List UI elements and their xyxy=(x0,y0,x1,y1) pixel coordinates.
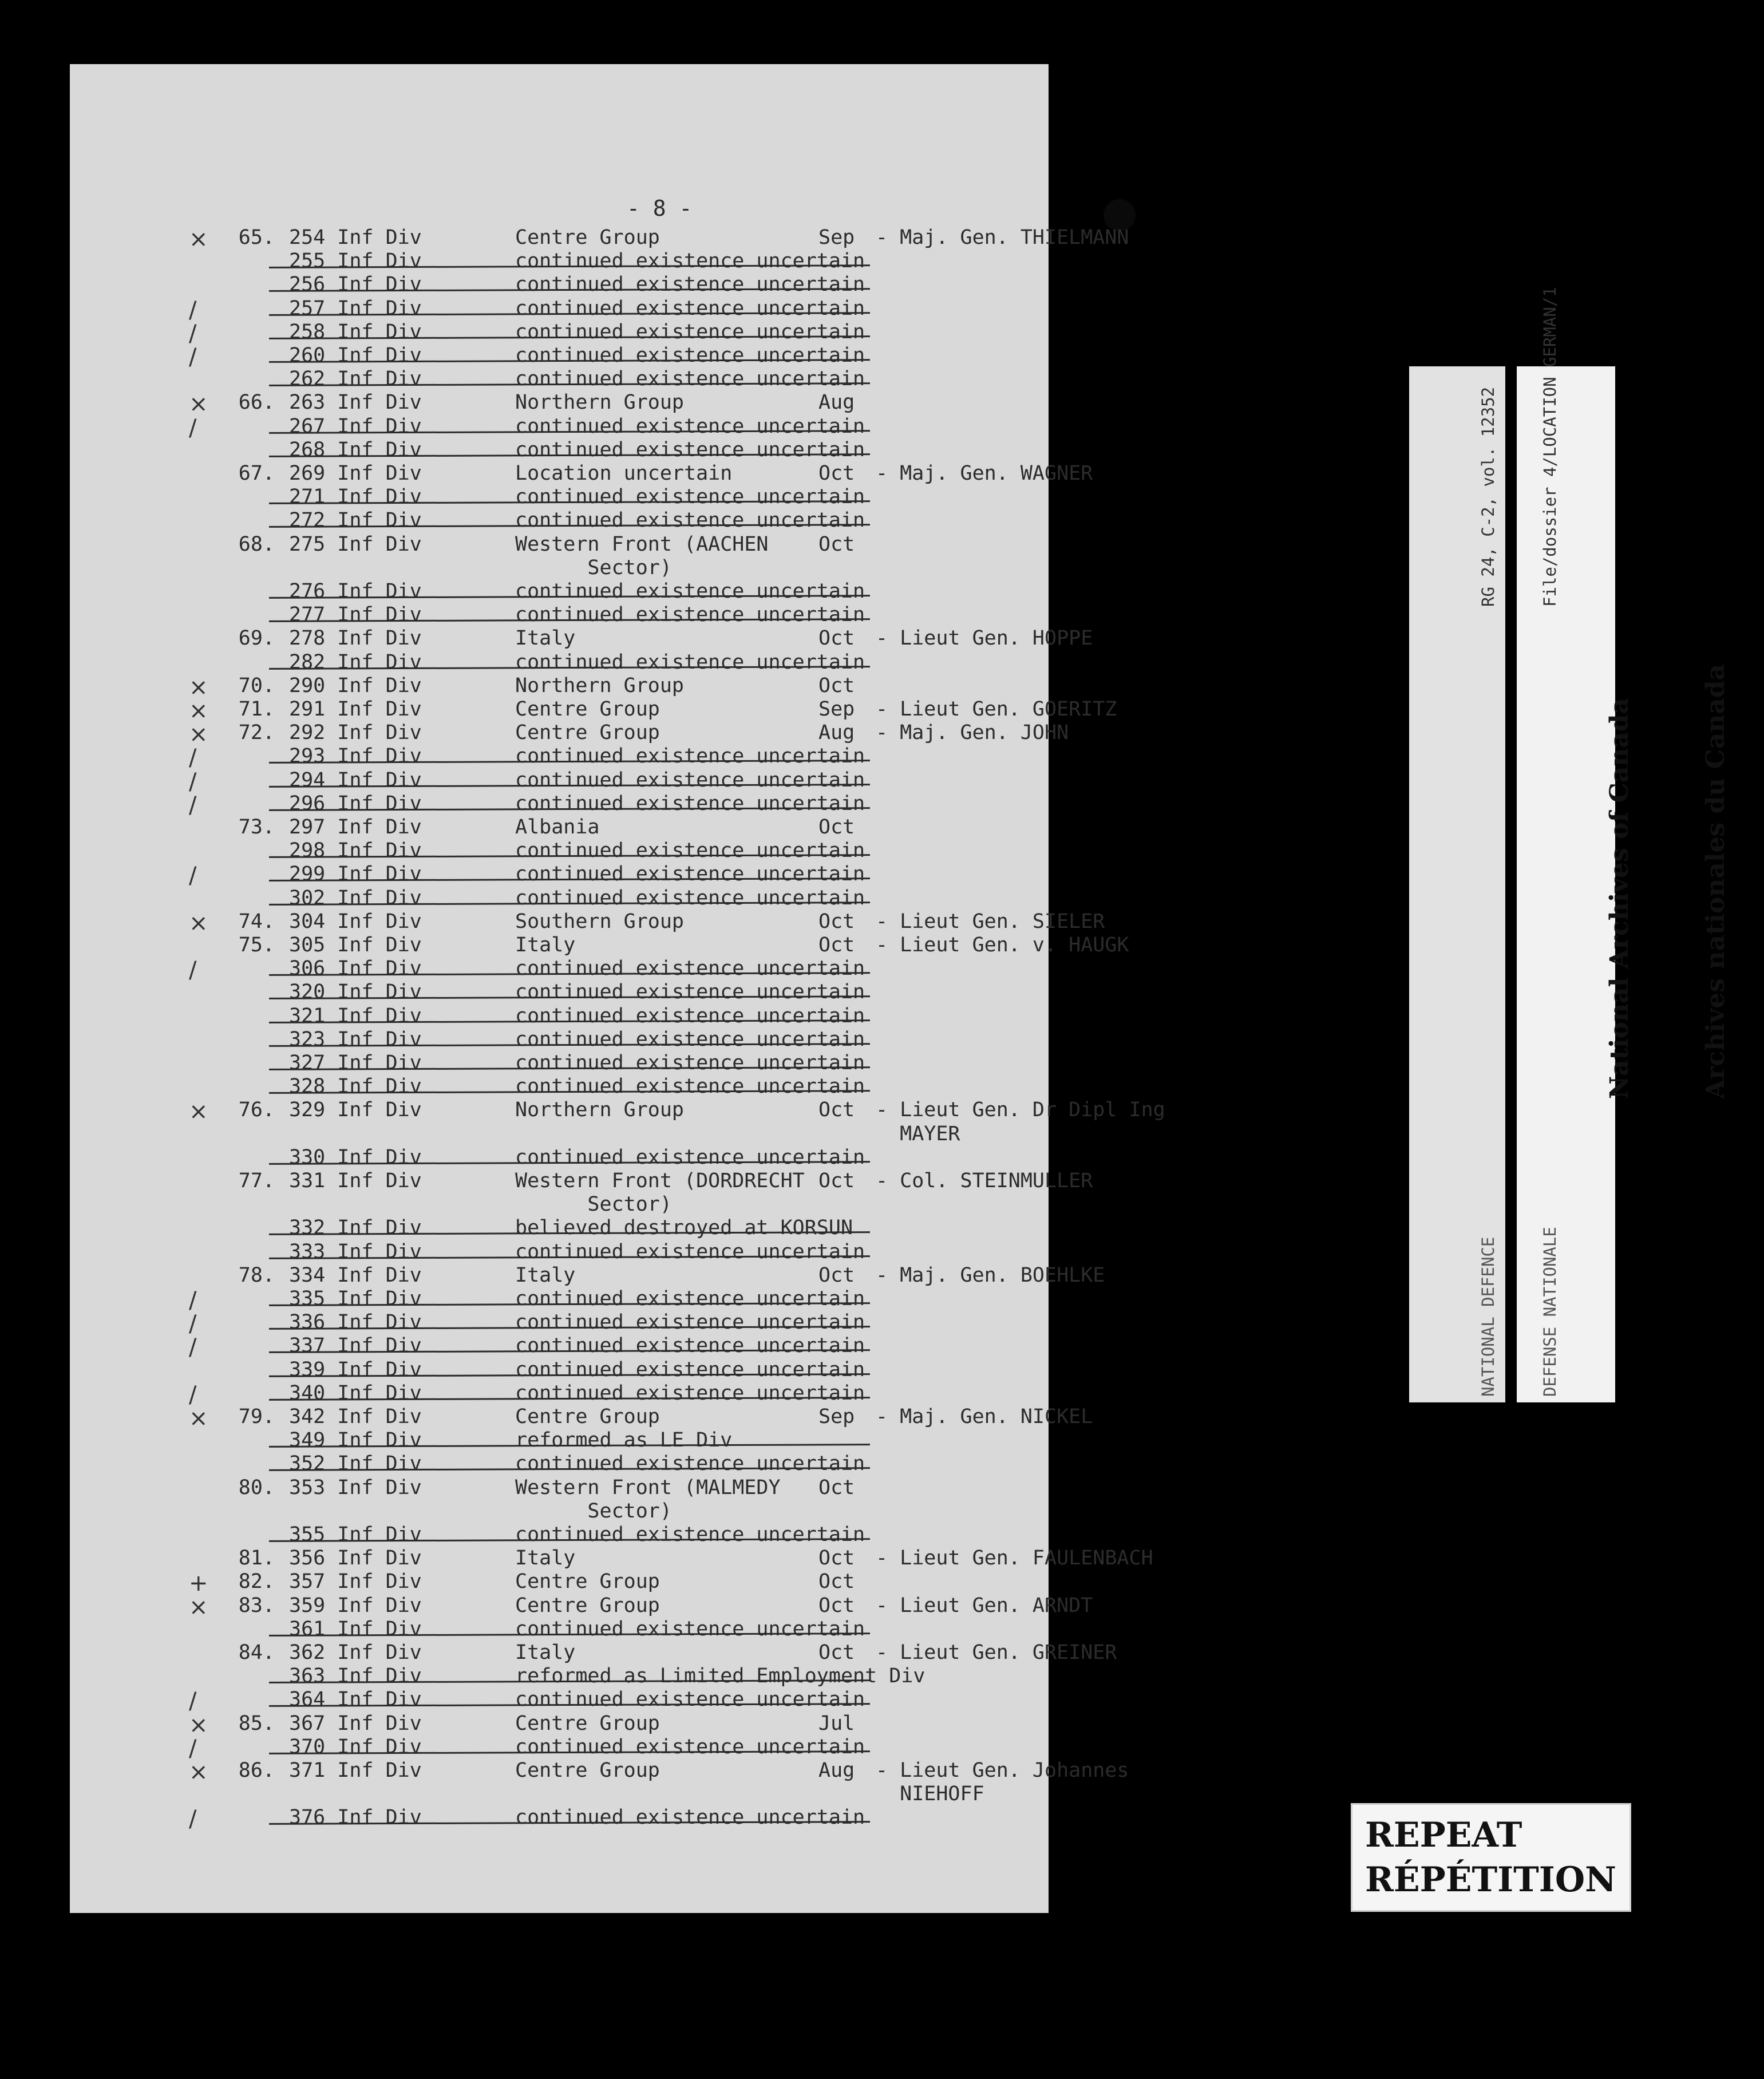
division-name: 306 Inf Div xyxy=(289,957,422,981)
entry-number: 68. xyxy=(238,532,275,556)
row-mark: / xyxy=(189,414,197,441)
reference-line-2: File/dossier 4/LOCATION GERMAN/1 xyxy=(1540,287,1560,607)
table-row xyxy=(0,1523,1726,1546)
location: continued existence uncertain xyxy=(515,768,865,792)
entry-number: 73. xyxy=(238,816,275,839)
repeat-line-2: RÉPÉTITION xyxy=(1365,1860,1616,1900)
location: Centre Group xyxy=(515,1759,660,1782)
table-row xyxy=(0,226,1726,252)
month: Oct xyxy=(818,674,855,697)
commander: - Lieut Gen. v. HAUGK xyxy=(876,934,1129,957)
commander: - Lieut Gen. GOERITZ xyxy=(876,698,1117,721)
commander: - Col. STEINMULLER xyxy=(876,1169,1093,1192)
location: continued existence uncertain xyxy=(515,1287,865,1310)
division-name: 268 Inf Div xyxy=(289,438,422,461)
location: Western Front (MALMEDY xyxy=(515,1476,781,1499)
location: Centre Group xyxy=(515,1405,660,1428)
month: Aug xyxy=(818,1759,855,1782)
entry-number: 66. xyxy=(238,391,275,414)
row-mark: × xyxy=(189,674,208,701)
division-name: 263 Inf Div xyxy=(289,391,422,414)
location: Italy xyxy=(515,1641,576,1664)
location: continued existence uncertain xyxy=(515,509,865,532)
division-name: 267 Inf Div xyxy=(289,414,422,438)
table-row xyxy=(0,250,1726,272)
location: continued existence uncertain xyxy=(515,344,865,367)
location: continued existence uncertain xyxy=(515,367,865,391)
location: continued existence uncertain xyxy=(515,1027,865,1051)
location: continued existence uncertain xyxy=(515,1358,865,1381)
division-name: 276 Inf Div xyxy=(289,580,422,603)
location: Centre Group xyxy=(515,1594,660,1617)
commander: - Lieut Gen. HOPPE xyxy=(876,627,1093,650)
division-name: 277 Inf Div xyxy=(289,603,422,627)
table-row xyxy=(0,1712,1726,1738)
division-name: 355 Inf Div xyxy=(289,1523,422,1546)
repeat-stamp xyxy=(1351,1803,1631,1912)
month: Aug xyxy=(818,391,855,414)
commander: MAYER xyxy=(876,1122,960,1145)
entry-number: 86. xyxy=(238,1759,275,1782)
location: continued existence uncertain xyxy=(515,1452,865,1476)
location: continued existence uncertain xyxy=(515,1311,865,1334)
commander: - Maj. Gen. WAGNER xyxy=(876,462,1093,485)
commander: - Lieut Gen. SIELER xyxy=(876,910,1105,933)
commander: NIEHOFF xyxy=(876,1782,984,1806)
location: continued existence uncertain xyxy=(515,1004,865,1027)
archives-line-2: Archives nationales du Canada xyxy=(1701,663,1730,1099)
entry-number: 72. xyxy=(238,721,275,745)
month: Oct xyxy=(818,1098,855,1122)
location: Northern Group xyxy=(515,391,685,414)
table-row xyxy=(0,1618,1726,1641)
location: Centre Group xyxy=(515,721,660,745)
commander: - Maj. Gen. JOHN xyxy=(876,721,1069,745)
division-name: 335 Inf Div xyxy=(289,1287,422,1310)
location: Centre Group xyxy=(515,226,660,249)
location: Western Front (DORDRECHT xyxy=(515,1169,805,1192)
row-mark: / xyxy=(189,1688,197,1715)
entry-number: 85. xyxy=(238,1712,275,1735)
division-name: 328 Inf Div xyxy=(289,1075,422,1098)
location: Sector) xyxy=(515,1193,672,1216)
row-mark: / xyxy=(189,1806,197,1833)
commander: - Lieut Gen. GREINER xyxy=(876,1641,1117,1664)
division-name: 255 Inf Div xyxy=(289,250,422,273)
row-mark: / xyxy=(189,792,197,819)
division-name: 362 Inf Div xyxy=(289,1641,422,1664)
entry-number: 70. xyxy=(238,674,275,697)
entry-number: 75. xyxy=(238,934,275,957)
entry-number: 79. xyxy=(238,1405,275,1428)
entry-number: 76. xyxy=(238,1098,275,1122)
month: Oct xyxy=(818,1263,855,1287)
location: continued existence uncertain xyxy=(515,320,865,343)
division-name: 256 Inf Div xyxy=(289,273,422,297)
division-name: 297 Inf Div xyxy=(289,816,422,839)
location: continued existence uncertain xyxy=(515,1806,865,1829)
division-name: 330 Inf Div xyxy=(289,1145,422,1169)
table-row xyxy=(0,1759,1726,1785)
row-mark: × xyxy=(189,1759,208,1785)
location: reformed as Limited Employment Div xyxy=(515,1665,925,1688)
entry-number: 65. xyxy=(238,226,275,249)
entry-number: 84. xyxy=(238,1641,275,1664)
month: Oct xyxy=(818,462,855,485)
row-mark: / xyxy=(189,1311,197,1338)
month: Sep xyxy=(818,226,855,249)
commander: - Lieut Gen. ARNDT xyxy=(876,1594,1093,1617)
row-mark: / xyxy=(189,1287,197,1314)
location: continued existence uncertain xyxy=(515,1735,865,1758)
table-row xyxy=(0,1782,1726,1805)
commander: - Lieut Gen. Johannes xyxy=(876,1759,1129,1782)
division-name: 298 Inf Div xyxy=(289,839,422,863)
division-name: 356 Inf Div xyxy=(289,1547,422,1570)
division-name: 262 Inf Div xyxy=(289,367,422,391)
table-row xyxy=(0,1429,1726,1452)
location: continued existence uncertain xyxy=(515,792,865,815)
division-name: 254 Inf Div xyxy=(289,226,422,249)
division-name: 260 Inf Div xyxy=(289,344,422,367)
row-mark: × xyxy=(189,226,208,252)
entry-number: 80. xyxy=(238,1476,275,1499)
division-name: 334 Inf Div xyxy=(289,1263,422,1287)
commander: - Maj. Gen. NICKEL xyxy=(876,1405,1093,1428)
location: continued existence uncertain xyxy=(515,1381,865,1405)
location: continued existence uncertain xyxy=(515,957,865,981)
division-name: 370 Inf Div xyxy=(289,1735,422,1758)
division-name: 331 Inf Div xyxy=(289,1169,422,1192)
division-name: 292 Inf Div xyxy=(289,721,422,745)
location: continued existence uncertain xyxy=(515,1075,865,1098)
entry-number: 83. xyxy=(238,1594,275,1617)
division-name: 359 Inf Div xyxy=(289,1594,422,1617)
location: Northern Group xyxy=(515,1098,685,1122)
location: Centre Group xyxy=(515,698,660,721)
location: reformed as LE Div xyxy=(515,1429,733,1452)
row-mark: / xyxy=(189,863,197,890)
row-mark: / xyxy=(189,344,197,370)
table-row xyxy=(0,1547,1726,1570)
location: believed destroyed at KORSUN xyxy=(515,1216,853,1240)
table-row xyxy=(0,1452,1726,1475)
division-name: 340 Inf Div xyxy=(289,1381,422,1405)
location: continued existence uncertain xyxy=(515,1052,865,1074)
location: Sector) xyxy=(515,1499,672,1523)
commander: - Lieut Gen. Dr Dipl Ing xyxy=(876,1098,1165,1122)
division-name: 376 Inf Div xyxy=(289,1806,422,1829)
division-name: 296 Inf Div xyxy=(289,792,422,815)
month: Oct xyxy=(818,627,855,650)
division-name: 361 Inf Div xyxy=(289,1617,422,1641)
table-row xyxy=(0,1476,1726,1499)
month: Oct xyxy=(818,934,855,957)
location: continued existence uncertain xyxy=(515,603,865,627)
entry-number: 78. xyxy=(238,1263,275,1287)
location: Location uncertain xyxy=(515,462,733,485)
division-name: 323 Inf Div xyxy=(289,1027,422,1051)
row-mark: / xyxy=(189,1334,197,1361)
division-name: 339 Inf Div xyxy=(289,1358,422,1381)
division-name: 294 Inf Div xyxy=(289,768,422,792)
location: continued existence uncertain xyxy=(515,414,865,438)
location: Albania xyxy=(515,816,600,839)
month: Sep xyxy=(818,1405,855,1428)
location: Italy xyxy=(515,1263,576,1287)
location: continued existence uncertain xyxy=(515,580,865,603)
location: continued existence uncertain xyxy=(515,650,865,674)
month: Oct xyxy=(818,816,855,839)
month: Aug xyxy=(818,721,855,745)
location: continued existence uncertain xyxy=(515,1145,865,1169)
division-name: 291 Inf Div xyxy=(289,698,422,721)
archives-name xyxy=(1540,664,1764,1099)
division-name: 327 Inf Div xyxy=(289,1052,422,1074)
location: continued existence uncertain xyxy=(515,438,865,461)
row-mark: × xyxy=(189,1712,208,1738)
location: Northern Group xyxy=(515,674,685,697)
row-mark: × xyxy=(189,910,208,936)
division-name: 336 Inf Div xyxy=(289,1311,422,1334)
row-mark: × xyxy=(189,1098,208,1125)
row-mark: × xyxy=(189,721,208,748)
location: Southern Group xyxy=(515,910,685,933)
table-row xyxy=(0,1594,1726,1620)
division-name: 364 Inf Div xyxy=(289,1688,422,1712)
entry-number: 74. xyxy=(238,910,275,933)
entry-number: 81. xyxy=(238,1547,275,1570)
location: continued existence uncertain xyxy=(515,273,865,297)
dept-line-1: NATIONAL DEFENCE xyxy=(1478,1236,1498,1397)
location: Italy xyxy=(515,627,576,650)
division-name: 269 Inf Div xyxy=(289,462,422,485)
row-mark: / xyxy=(189,745,197,772)
division-name: 304 Inf Div xyxy=(289,910,422,933)
division-name: 329 Inf Div xyxy=(289,1098,422,1122)
division-name: 363 Inf Div xyxy=(289,1665,422,1688)
month: Oct xyxy=(818,1594,855,1617)
location: Italy xyxy=(515,934,576,957)
division-name: 352 Inf Div xyxy=(289,1452,422,1476)
month: Oct xyxy=(818,1169,855,1192)
division-name: 305 Inf Div xyxy=(289,934,422,957)
row-mark: / xyxy=(189,297,197,323)
location: Centre Group xyxy=(515,1570,660,1594)
month: Oct xyxy=(818,1641,855,1664)
division-name: 321 Inf Div xyxy=(289,1004,422,1027)
table-row xyxy=(0,1500,1726,1523)
row-mark: / xyxy=(189,1381,197,1408)
division-name: 258 Inf Div xyxy=(289,320,422,343)
division-name: 302 Inf Div xyxy=(289,886,422,910)
location: continued existence uncertain xyxy=(515,863,865,886)
division-name: 320 Inf Div xyxy=(289,981,422,1004)
month: Oct xyxy=(818,1547,855,1570)
archives-line-1: National Archives of Canada xyxy=(1605,697,1634,1099)
division-name: 371 Inf Div xyxy=(289,1759,422,1782)
row-mark: × xyxy=(189,1594,208,1620)
division-name: 332 Inf Div xyxy=(289,1216,422,1240)
department-stamp xyxy=(1437,1227,1581,1397)
division-name: 293 Inf Div xyxy=(289,745,422,768)
table-row xyxy=(0,1688,1726,1715)
commander: - Maj. Gen. BOEHLKE xyxy=(876,1263,1105,1287)
table-row xyxy=(0,1665,1726,1687)
month: Oct xyxy=(818,1476,855,1499)
division-name: 278 Inf Div xyxy=(289,627,422,650)
division-name: 275 Inf Div xyxy=(289,532,422,556)
row-mark: / xyxy=(189,768,197,795)
table-row xyxy=(0,1641,1726,1664)
division-name: 353 Inf Div xyxy=(289,1476,422,1499)
table-row xyxy=(0,1570,1726,1597)
division-name: 271 Inf Div xyxy=(289,485,422,509)
table-row xyxy=(0,1405,1726,1432)
location: continued existence uncertain xyxy=(515,1523,865,1546)
month: Oct xyxy=(818,910,855,933)
month: Oct xyxy=(818,1570,855,1594)
location: continued existence uncertain xyxy=(515,250,865,273)
reference-line-1: RG 24, C-2, vol. 12352 xyxy=(1478,386,1498,607)
row-mark: / xyxy=(189,957,197,984)
location: Sector) xyxy=(515,556,672,579)
division-name: 333 Inf Div xyxy=(289,1240,422,1263)
row-mark: / xyxy=(189,1735,197,1762)
location: continued existence uncertain xyxy=(515,485,865,509)
row-mark: / xyxy=(189,320,197,347)
entry-number: 71. xyxy=(238,698,275,721)
commander: - Maj. Gen. THIELMANN xyxy=(876,226,1129,249)
division-name: 257 Inf Div xyxy=(289,297,422,320)
month: Oct xyxy=(818,532,855,556)
archive-reference xyxy=(1437,287,1581,607)
location: Centre Group xyxy=(515,1712,660,1735)
division-name: 349 Inf Div xyxy=(289,1429,422,1452)
division-name: 367 Inf Div xyxy=(289,1712,422,1735)
division-name: 337 Inf Div xyxy=(289,1334,422,1358)
row-mark: × xyxy=(189,391,208,418)
location: continued existence uncertain xyxy=(515,1688,865,1712)
division-name: 282 Inf Div xyxy=(289,650,422,674)
location: continued existence uncertain xyxy=(515,1334,865,1358)
repeat-line-1: REPEAT xyxy=(1365,1815,1522,1855)
location: continued existence uncertain xyxy=(515,886,865,910)
location: continued existence uncertain xyxy=(515,839,865,863)
table-row xyxy=(0,1735,1726,1762)
division-name: 299 Inf Div xyxy=(289,863,422,886)
division-name: 290 Inf Div xyxy=(289,674,422,697)
division-name: 272 Inf Div xyxy=(289,509,422,532)
location: continued existence uncertain xyxy=(515,1240,865,1263)
division-name: 357 Inf Div xyxy=(289,1570,422,1594)
entry-number: 77. xyxy=(238,1169,275,1192)
division-name: 342 Inf Div xyxy=(289,1405,422,1428)
commander: - Lieut Gen. FAULENBACH xyxy=(876,1547,1153,1570)
entry-number: 67. xyxy=(238,462,275,485)
row-mark: + xyxy=(189,1570,208,1597)
page-number: - 8 - xyxy=(627,196,693,221)
dept-line-2: DEFENSE NATIONALE xyxy=(1540,1227,1560,1397)
month: Sep xyxy=(818,698,855,721)
location: continued existence uncertain xyxy=(515,1617,865,1641)
location: continued existence uncertain xyxy=(515,297,865,320)
month: Jul xyxy=(818,1712,855,1735)
row-mark: × xyxy=(189,698,208,724)
location: Italy xyxy=(515,1547,576,1570)
location: continued existence uncertain xyxy=(515,981,865,1004)
entry-number: 82. xyxy=(238,1570,275,1594)
row-mark: × xyxy=(189,1405,208,1432)
entry-number: 69. xyxy=(238,627,275,650)
location: Western Front (AACHEN xyxy=(515,532,769,556)
location: continued existence uncertain xyxy=(515,745,865,768)
